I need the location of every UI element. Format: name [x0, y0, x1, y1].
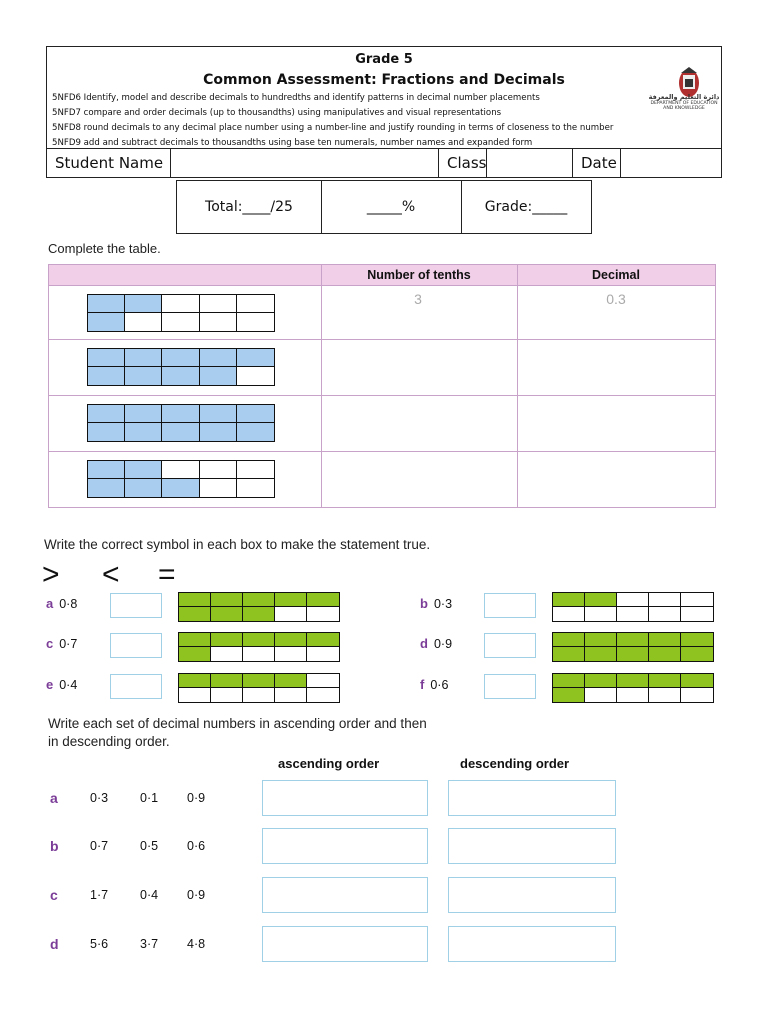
percent-score[interactable]: _____%	[321, 181, 462, 233]
decimal-number: 0·9	[187, 791, 206, 805]
section1-instruction: Complete the table.	[48, 241, 161, 256]
tenth-cell	[162, 461, 199, 479]
tenth-cell	[162, 367, 199, 385]
tenth-cell	[617, 674, 649, 688]
comparison-label	[420, 677, 448, 692]
tenth-cell	[125, 313, 162, 331]
tenth-cell	[681, 647, 713, 661]
tenth-cell	[200, 349, 237, 367]
green-tenths-grid	[552, 592, 714, 622]
column-header-tenths: Number of tenths	[367, 268, 471, 282]
tenth-cell	[88, 367, 125, 385]
tenth-cell	[179, 593, 211, 607]
green-tenths-grid	[178, 592, 340, 622]
tenth-cell	[585, 688, 617, 702]
tenth-cell	[179, 607, 211, 621]
tenth-cell	[553, 674, 585, 688]
green-tenths-grid	[552, 632, 714, 662]
tenth-cell	[681, 633, 713, 647]
tenth-cell	[553, 607, 585, 621]
comparison-label	[46, 677, 77, 692]
order-item-letter: c	[50, 887, 58, 903]
tenth-cell	[125, 405, 162, 423]
tenth-cell	[211, 688, 243, 702]
tenth-cell	[649, 633, 681, 647]
tenth-cell	[200, 367, 237, 385]
equals-symbol: =	[158, 558, 176, 591]
decimal-number: 4·8	[187, 937, 206, 951]
tenth-cell	[237, 313, 274, 331]
item-letter: d	[420, 636, 428, 651]
tenth-cell	[585, 607, 617, 621]
tenth-cell	[162, 479, 199, 497]
ascending-answer-box[interactable]	[262, 780, 428, 816]
tenth-cell	[307, 633, 339, 647]
tenth-cell	[125, 423, 162, 441]
tenth-cell	[307, 674, 339, 688]
tenth-cell	[237, 349, 274, 367]
date-field[interactable]	[621, 149, 721, 177]
tenth-cell	[200, 405, 237, 423]
tenth-cell	[179, 688, 211, 702]
assessment-title: Common Assessment: Fractions and Decimals	[203, 72, 565, 88]
tenth-cell	[617, 647, 649, 661]
tenth-cell	[125, 461, 162, 479]
tenth-cell	[211, 607, 243, 621]
decimal-answer[interactable]: 0.3	[606, 291, 626, 307]
tenths-table	[48, 264, 716, 508]
item-value: 0·8	[59, 597, 78, 611]
tenth-cell	[179, 647, 211, 661]
tenths-grid	[87, 404, 275, 442]
tenth-cell	[237, 367, 274, 385]
tenth-cell	[243, 633, 275, 647]
comparison-label	[46, 596, 77, 611]
tenth-cell	[617, 607, 649, 621]
tenth-cell	[243, 647, 275, 661]
tenth-cell	[125, 349, 162, 367]
logo-english-text: DEPARTMENT OF EDUCATION AND KNOWLEDGE	[650, 101, 718, 111]
comparison-label	[420, 636, 452, 651]
tenth-cell	[243, 674, 275, 688]
tenth-cell	[162, 423, 199, 441]
tenth-cell	[307, 607, 339, 621]
student-info-row	[46, 148, 722, 178]
tenth-cell	[243, 688, 275, 702]
tenth-cell	[617, 633, 649, 647]
order-item-letter: d	[50, 936, 59, 952]
class-field[interactable]	[487, 149, 573, 177]
item-value: 0·6	[430, 678, 449, 692]
tenth-cell	[243, 593, 275, 607]
decimal-number: 0·5	[140, 839, 159, 853]
tenth-cell	[88, 295, 125, 313]
tenth-cell	[125, 367, 162, 385]
descending-column-header: descending order	[460, 756, 570, 771]
symbol-answer-box[interactable]	[484, 593, 536, 618]
standard-5nfd9: 5NFD9 add and subtract decimals to thousandths using base ten numerals, number names and expanded form	[52, 138, 533, 148]
ascending-answer-box[interactable]	[262, 828, 428, 864]
tenth-cell	[237, 479, 274, 497]
tenth-cell	[585, 633, 617, 647]
descending-answer-box[interactable]	[448, 780, 616, 816]
ascending-answer-box[interactable]	[262, 926, 428, 962]
item-letter: b	[420, 596, 428, 611]
tenth-cell	[275, 688, 307, 702]
tenth-cell	[553, 633, 585, 647]
symbol-answer-box[interactable]	[484, 674, 536, 699]
green-tenths-grid	[178, 673, 340, 703]
symbol-answer-box[interactable]	[110, 633, 162, 658]
tenth-cell	[307, 647, 339, 661]
symbol-answer-box[interactable]	[110, 674, 162, 699]
tenth-cell	[649, 674, 681, 688]
tenth-cell	[275, 674, 307, 688]
tenth-cell	[162, 313, 199, 331]
decimal-number: 0·4	[140, 888, 159, 902]
tenth-cell	[88, 405, 125, 423]
item-value: 0·4	[59, 678, 78, 692]
order-item-letter: b	[50, 838, 59, 854]
tenth-cell	[88, 479, 125, 497]
tenth-cell	[211, 647, 243, 661]
tenths-grid	[87, 294, 275, 332]
tenth-cell	[681, 688, 713, 702]
score-box	[176, 180, 592, 234]
item-value: 0·9	[433, 637, 453, 651]
item-value: 0·7	[59, 637, 78, 651]
decimal-number: 1·7	[90, 888, 109, 902]
column-header-decimal: Decimal	[592, 268, 640, 282]
decimal-number: 0·7	[90, 839, 109, 853]
order-item-letter: a	[50, 790, 58, 806]
tenth-cell	[162, 295, 199, 313]
student-name-label: Student Name	[47, 149, 171, 177]
tenth-cell	[200, 423, 237, 441]
tenth-cell	[553, 593, 585, 607]
symbol-answer-box[interactable]	[484, 633, 536, 658]
tenth-cell	[649, 593, 681, 607]
tenth-cell	[681, 674, 713, 688]
item-letter: f	[420, 677, 425, 692]
tenth-cell	[211, 593, 243, 607]
tenth-cell	[649, 688, 681, 702]
tenth-cell	[243, 607, 275, 621]
comparison-label	[46, 636, 77, 651]
tenth-cell	[307, 688, 339, 702]
tenth-cell	[162, 349, 199, 367]
tenth-cell	[237, 461, 274, 479]
ascending-column-header: ascending order	[278, 756, 380, 771]
tenth-cell	[275, 593, 307, 607]
decimal-number: 0·1	[140, 791, 159, 805]
tenth-cell	[125, 479, 162, 497]
tenth-cell	[88, 349, 125, 367]
tenth-cell	[617, 593, 649, 607]
tenth-cell	[585, 647, 617, 661]
tenth-cell	[237, 423, 274, 441]
decimal-number: 0·3	[90, 791, 109, 805]
decimal-number: 3·7	[140, 937, 159, 951]
green-tenths-grid	[178, 632, 340, 662]
item-value: 0·3	[433, 597, 453, 611]
tenths-answer[interactable]: 3	[414, 291, 422, 307]
tenth-cell	[237, 295, 274, 313]
less-than-symbol: <	[102, 558, 120, 591]
decimal-number: 0·6	[187, 839, 206, 853]
grade-title: Grade 5	[355, 52, 413, 67]
tenth-cell	[585, 674, 617, 688]
standard-5nfd7: 5NFD7 compare and order decimals (up to thousandths) using manipulatives and visual representations	[52, 108, 502, 118]
tenth-cell	[681, 607, 713, 621]
tenth-cell	[179, 633, 211, 647]
ascending-answer-box[interactable]	[262, 877, 428, 913]
tenth-cell	[200, 313, 237, 331]
student-name-field[interactable]	[171, 149, 439, 177]
greater-than-symbol: >	[42, 558, 60, 591]
tenths-grid	[87, 348, 275, 386]
table-header	[49, 265, 715, 286]
item-letter: e	[46, 677, 54, 692]
tenth-cell	[88, 461, 125, 479]
tenths-grid	[87, 460, 275, 498]
tenth-cell	[179, 674, 211, 688]
tenth-cell	[88, 313, 125, 331]
tenth-cell	[88, 423, 125, 441]
descending-answer-box[interactable]	[448, 828, 616, 864]
item-letter: c	[46, 636, 54, 651]
total-score[interactable]: Total:____/25	[177, 181, 322, 233]
green-tenths-grid	[552, 673, 714, 703]
tenth-cell	[617, 688, 649, 702]
tenth-cell	[649, 647, 681, 661]
item-letter: a	[46, 596, 54, 611]
tenth-cell	[200, 295, 237, 313]
symbol-answer-box[interactable]	[110, 593, 162, 618]
tenth-cell	[275, 633, 307, 647]
grade-score[interactable]: Grade:_____	[484, 199, 568, 215]
tenth-cell	[200, 479, 237, 497]
tenth-cell	[162, 405, 199, 423]
standard-5nfd8: 5NFD8 round decimals to any decimal place number using a number-line and justify rounding in terms of closeness to the number	[52, 123, 614, 133]
tenth-cell	[211, 633, 243, 647]
standard-5nfd6: 5NFD6 Identify, model and describe decimals to hundredths and identify patterns in decimal number placements	[52, 93, 540, 103]
tenth-cell	[649, 607, 681, 621]
decimal-number: 0·9	[187, 888, 206, 902]
tenth-cell	[553, 647, 585, 661]
descending-answer-box[interactable]	[448, 926, 616, 962]
tenth-cell	[585, 593, 617, 607]
tenth-cell	[553, 688, 585, 702]
comparison-label	[420, 596, 452, 611]
tenth-cell	[237, 405, 274, 423]
section2-instruction: Write the correct symbol in each box to make the statement true.	[44, 537, 431, 552]
section3-instruction-line1: Write each set of decimal numbers in ascending order and then	[48, 716, 427, 731]
descending-answer-box[interactable]	[448, 877, 616, 913]
tenth-cell	[307, 593, 339, 607]
section3-instruction-line2: in descending order.	[48, 734, 170, 749]
tenth-cell	[200, 461, 237, 479]
tenth-cell	[681, 593, 713, 607]
logo-arabic-text: دائرة التعليم والمعرفة	[648, 93, 720, 101]
date-label: Date	[573, 149, 621, 177]
tenth-cell	[275, 647, 307, 661]
class-label: Class	[439, 149, 487, 177]
tenth-cell	[275, 607, 307, 621]
tenth-cell	[125, 295, 162, 313]
tenth-cell	[211, 674, 243, 688]
decimal-number: 5·6	[90, 937, 109, 951]
